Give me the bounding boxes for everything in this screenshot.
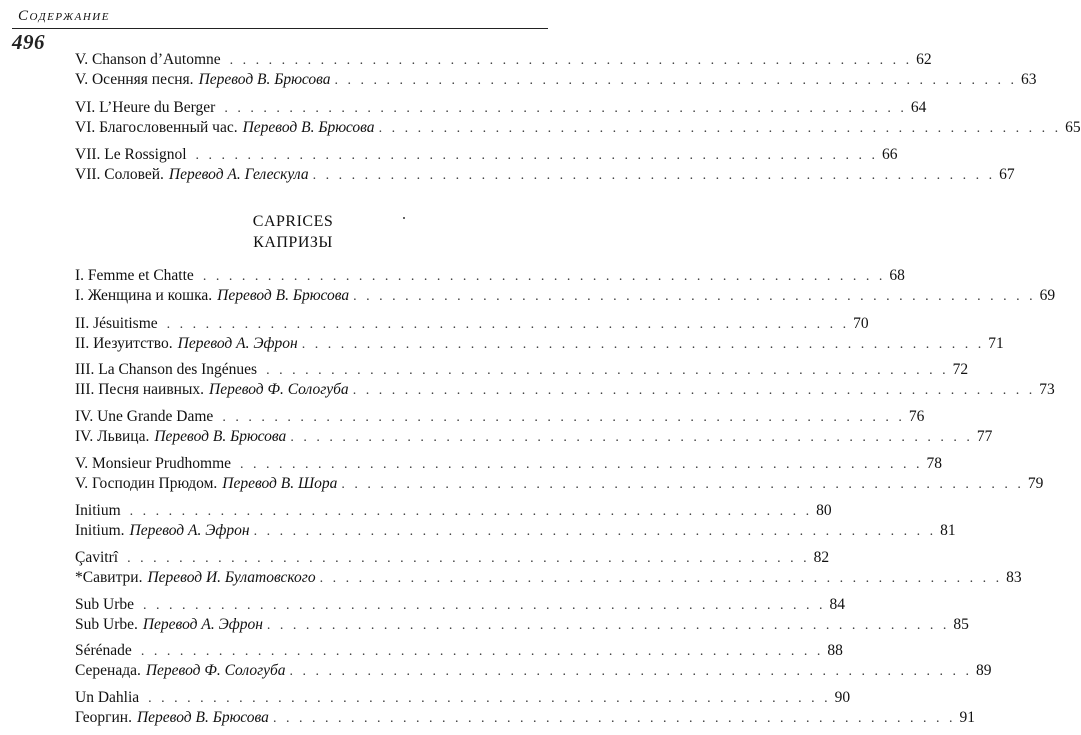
dot-leader: . . . . . . . . . . . . . . . . . . . . . . . . . . . . . . . . . . . . . . . . . . . . . . . . . . . . . bbox=[319, 571, 1003, 586]
entry-translator: Перевод В. Брюсова bbox=[242, 119, 375, 136]
entry-page: 70 bbox=[853, 315, 869, 332]
dot-leader: . . . . . . . . . . . . . . . . . . . . . . . . . . . . . . . . . . . . . . . . . . . . . . . . . . . . . bbox=[129, 504, 813, 519]
entry-page: 67 bbox=[999, 166, 1015, 183]
entry-page: 71 bbox=[988, 335, 1004, 352]
entry-translator: Перевод В. Брюсова bbox=[154, 428, 287, 445]
toc-entry bbox=[75, 520, 956, 542]
dot-leader: . . . . . . . . . . . . . . . . . . . . . . . . . . . . . . . . . . . . . . . . . . . . . . . . . . . . . bbox=[195, 148, 879, 163]
entry-title: II. Иезуитство. bbox=[75, 335, 173, 352]
dot-leader: . . . . . . . . . . . . . . . . . . . . . . . . . . . . . . . . . . . . . . . . . . . . . . . . . . . . . bbox=[272, 711, 956, 726]
dot-leader: . . . . . . . . . . . . . . . . . . . . . . . . . . . . . . . . . . . . . . . . . . . . . . . . . . . . . bbox=[224, 101, 907, 116]
entry-translator: Перевод В. Брюсова bbox=[136, 709, 269, 726]
entry-page: 79 bbox=[1027, 475, 1044, 492]
entry-translator: Перевод А. Эфрон bbox=[177, 335, 298, 352]
toc-entry bbox=[75, 687, 851, 709]
toc-entry bbox=[75, 265, 905, 287]
entry-title: VI. Благословенный час. bbox=[75, 119, 238, 136]
dot-leader: . . . . . . . . . . . . . . . . . . . . . . . . . . . . . . . . . . . . . . . . . . . . . . . . . . . . . bbox=[290, 430, 973, 445]
toc-entry bbox=[75, 614, 969, 636]
toc-entry bbox=[75, 379, 1055, 401]
dot-leader: . . . . . . . . . . . . . . . . . . . . . . . . . . . . . . . . . . . . . . . . . . . . . . . . . . . . . bbox=[127, 551, 810, 566]
toc-entry bbox=[75, 640, 843, 662]
entry-title: VII. Le Rossignol bbox=[75, 146, 187, 163]
toc-entry bbox=[75, 97, 927, 119]
toc-entry bbox=[75, 144, 898, 166]
dot-leader: . . . . . . . . . . . . . . . . . . . . . . . . . . . . . . . . . . . . . . . . . . . . . . . . . . . . . bbox=[253, 524, 937, 539]
entry-title: I. Femme et Chatte bbox=[75, 267, 194, 284]
entry-page: 82 bbox=[813, 549, 830, 566]
section-heading-french: CAPRICES bbox=[252, 213, 334, 230]
toc-entry bbox=[75, 707, 975, 729]
entry-page: 81 bbox=[940, 522, 956, 539]
toc-entry bbox=[75, 164, 1015, 186]
entry-title: Sérénade bbox=[75, 642, 132, 659]
entry-title: III. Песня наивных. bbox=[75, 381, 204, 398]
header-rule bbox=[12, 28, 548, 29]
entry-page: 72 bbox=[952, 361, 969, 378]
entry-title: IV. Une Grande Dame bbox=[75, 408, 214, 425]
toc-entry bbox=[75, 453, 943, 475]
dot-leader: . . . . . . . . . . . . . . . . . . . . . . . . . . . . . . . . . . . . . . . . . . . . . . . . . . . . . bbox=[166, 317, 850, 332]
entry-translator: Перевод А. Гелескула bbox=[168, 166, 309, 183]
toc-entry bbox=[75, 49, 932, 71]
entry-translator: Перевод И. Булатовского bbox=[147, 569, 316, 586]
entry-translator: Перевод В. Брюсова bbox=[217, 287, 350, 304]
toc-entry bbox=[75, 547, 830, 569]
section-heading-russian: КАПРИЗЫ bbox=[253, 234, 333, 251]
entry-title: VI. L’Heure du Berger bbox=[75, 99, 216, 116]
toc-entry bbox=[75, 473, 1044, 495]
dot-leader: . . . . . . . . . . . . . . . . . . . . . . . . . . . . . . . . . . . . . . . . . . . . . . . . . . . . . bbox=[266, 363, 949, 378]
dot-leader: . . . . . . . . . . . . . . . . . . . . . . . . . . . . . . . . . . . . . . . . . . . . . . . . . . . . . bbox=[222, 410, 905, 425]
dot-leader: . . . . . . . . . . . . . . . . . . . . . . . . . . . . . . . . . . . . . . . . . . . . . . . . . . . . . bbox=[229, 53, 913, 68]
entry-page: 76 bbox=[908, 408, 925, 425]
entry-title: III. La Chanson des Ingénues bbox=[75, 361, 258, 378]
entry-page: 91 bbox=[959, 709, 975, 726]
dot-leader: . . . . . . . . . . . . . . . . . . . . . . . . . . . . . . . . . . . . . . . . . . . . . . . . . . . . . bbox=[301, 337, 985, 352]
entry-title: II. Jésuitisme bbox=[75, 315, 158, 332]
toc-entry bbox=[75, 285, 1056, 307]
entry-title: Георгин. bbox=[75, 709, 132, 726]
toc-entry bbox=[75, 567, 1022, 589]
entry-translator: Перевод А. Эфрон bbox=[142, 616, 263, 633]
entry-title: Un Dahlia bbox=[75, 689, 140, 706]
entry-title: Серенада. bbox=[75, 662, 141, 679]
dot-leader: . . . . . . . . . . . . . . . . . . . . . . . . . . . . . . . . . . . . . . . . . . . . . . . . . . . . . bbox=[352, 383, 1036, 398]
entry-page: 85 bbox=[953, 616, 969, 633]
entry-title: IV. Львица. bbox=[75, 428, 150, 445]
entry-page: 69 bbox=[1039, 287, 1056, 304]
dot-leader: . . . . . . . . . . . . . . . . . . . . . . . . . . . . . . . . . . . . . . . . . . . . . . . . . . . . . bbox=[353, 289, 1036, 304]
entry-page: 64 bbox=[910, 99, 927, 116]
entry-title: Sub Urbe. bbox=[75, 616, 138, 633]
entry-page: 78 bbox=[926, 455, 943, 472]
entry-title: Initium. bbox=[75, 522, 125, 539]
entry-page: 88 bbox=[827, 642, 843, 659]
toc-entry bbox=[75, 117, 1081, 139]
entry-title: V. Chanson d’Automne bbox=[75, 51, 221, 68]
toc-entry bbox=[75, 500, 832, 522]
toc-entry bbox=[75, 426, 993, 448]
toc-entry bbox=[75, 406, 925, 428]
running-header bbox=[12, 4, 548, 26]
entry-page: 63 bbox=[1021, 71, 1037, 88]
entry-page: 84 bbox=[829, 596, 845, 613]
entry-page: 77 bbox=[976, 428, 993, 445]
entry-title: V. Monsieur Prudhomme bbox=[75, 455, 232, 472]
toc-entry bbox=[75, 69, 1037, 91]
entry-title: V. Господин Прюдом. bbox=[75, 475, 218, 492]
entry-title: Sub Urbe bbox=[75, 596, 134, 613]
entry-title: I. Женщина и кошка. bbox=[75, 287, 213, 304]
toc-entry bbox=[75, 313, 869, 335]
dot-leader: . . . . . . . . . . . . . . . . . . . . . . . . . . . . . . . . . . . . . . . . . . . . . . . . . . . . . bbox=[266, 618, 950, 633]
toc-entry bbox=[75, 359, 969, 381]
entry-translator: Перевод Ф. Сологуба bbox=[145, 662, 286, 679]
dot-leader: . . . . . . . . . . . . . . . . . . . . . . . . . . . . . . . . . . . . . . . . . . . . . . . . . . . . . bbox=[142, 598, 826, 613]
dot-leader: . . . . . . . . . . . . . . . . . . . . . . . . . . . . . . . . . . . . . . . . . . . . . . . . . . . . . bbox=[312, 168, 996, 183]
entry-title: Çavitrî bbox=[75, 549, 119, 566]
entry-title: *Савитри. bbox=[75, 569, 143, 586]
page-number: 496 bbox=[12, 30, 45, 54]
dot-leader: . . . . . . . . . . . . . . . . . . . . . . . . . . . . . . . . . . . . . . . . . . . . . . . . . . . . . bbox=[240, 457, 923, 472]
entry-page: 90 bbox=[834, 689, 851, 706]
toc-entry bbox=[75, 660, 992, 682]
entry-page: 68 bbox=[889, 267, 905, 284]
dot-leader: . . . . . . . . . . . . . . . . . . . . . . . . . . . . . . . . . . . . . . . . . . . . . . . . . . . . . bbox=[140, 644, 824, 659]
entry-page: 66 bbox=[882, 146, 898, 163]
entry-title: V. Осенняя песня. bbox=[75, 71, 194, 88]
dot-leader: . . . . . . . . . . . . . . . . . . . . . . . . . . . . . . . . . . . . . . . . . . . . . . . . . . . . . bbox=[148, 691, 831, 706]
entry-translator: Перевод Ф. Сологуба bbox=[209, 381, 349, 398]
dot-leader: . . . . . . . . . . . . . . . . . . . . . . . . . . . . . . . . . . . . . . . . . . . . . . . . . . . . . bbox=[378, 121, 1062, 136]
entry-page: 62 bbox=[916, 51, 932, 68]
toc-entry bbox=[75, 594, 845, 616]
entry-translator: Перевод В. Шора bbox=[222, 475, 338, 492]
entry-title: Initium bbox=[75, 502, 121, 519]
print-speck bbox=[403, 217, 405, 219]
dot-leader: . . . . . . . . . . . . . . . . . . . . . . . . . . . . . . . . . . . . . . . . . . . . . . . . . . . . . bbox=[341, 477, 1024, 492]
dot-leader: . . . . . . . . . . . . . . . . . . . . . . . . . . . . . . . . . . . . . . . . . . . . . . . . . . . . . bbox=[289, 664, 973, 679]
entry-translator: Перевод В. Брюсова bbox=[198, 71, 331, 88]
entry-page: 65 bbox=[1065, 119, 1081, 136]
entry-title: VII. Соловей. bbox=[75, 166, 164, 183]
entry-page: 80 bbox=[816, 502, 832, 519]
entry-page: 89 bbox=[976, 662, 992, 679]
dot-leader: . . . . . . . . . . . . . . . . . . . . . . . . . . . . . . . . . . . . . . . . . . . . . . . . . . . . . bbox=[202, 269, 886, 284]
entry-page: 83 bbox=[1006, 569, 1022, 586]
entry-page: 73 bbox=[1039, 381, 1055, 398]
dot-leader: . . . . . . . . . . . . . . . . . . . . . . . . . . . . . . . . . . . . . . . . . . . . . . . . . . . . . bbox=[334, 73, 1018, 88]
header-title: Содержание bbox=[18, 8, 110, 24]
entry-translator: Перевод А. Эфрон bbox=[129, 522, 250, 539]
toc-entry bbox=[75, 333, 1004, 355]
